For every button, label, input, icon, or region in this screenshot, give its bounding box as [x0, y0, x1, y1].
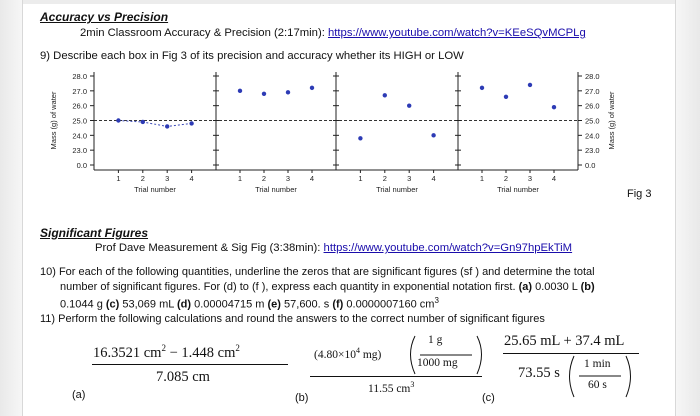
x-axis-title: Trial number [376, 185, 418, 194]
calc-b-den-value: 11.55 cm [368, 382, 411, 395]
calc-b-lead [314, 346, 381, 361]
y-tick-label-right: 26.0 [585, 101, 600, 111]
question-10 [40, 265, 670, 327]
sigfig-video-line [95, 242, 572, 254]
calc-b-right-paren [477, 336, 482, 374]
fig3-caption: Fig 3 [627, 188, 652, 200]
q10-e-label: (e) [267, 298, 281, 311]
accuracy-video-link[interactable]: https://www.youtube.com/watch?v=KEeSQvMCPLg [328, 27, 586, 39]
x-tick-label: 1 [116, 174, 121, 183]
calc-b-paren-frac [406, 334, 486, 378]
data-point [262, 92, 266, 96]
x-tick-label: 4 [431, 174, 436, 183]
x-axis-title: Trial number [134, 185, 176, 194]
question-9: 9) Describe each box in Fig 3 of its precision and accuracy whether its HIGH or LOW [40, 50, 464, 62]
calc-a-num-term1: 16.3521 cm [93, 344, 162, 361]
x-tick-label: 3 [407, 174, 412, 183]
q10-b-value: 0.1044 g [60, 298, 106, 311]
q10-line-1: 10) For each of the following quantities, underline the zeros that are significant figures (sf ) and determine the total [40, 266, 595, 278]
q10-line-3 [40, 294, 670, 312]
calc-a-label: (a) [72, 389, 86, 401]
x-tick-label: 1 [237, 174, 243, 183]
sigfig-video-label: Prof Dave Measurement & Sig Fig (3:38min): [95, 242, 324, 254]
x-tick-label: 2 [261, 174, 267, 183]
q10-instruction: number of significant figures. For (d) to (f ), express each quantity in exponential notation first. [60, 280, 516, 293]
data-point [383, 93, 387, 97]
page-right-margin [675, 0, 700, 416]
accuracy-video-label: 2min Classroom Accuracy & Precision (2:17min): [80, 27, 328, 39]
x-axis-title: Trial number [255, 185, 297, 194]
calc-a-num-exp1: 2 [161, 343, 166, 353]
sigfig-video-link[interactable]: https://www.youtube.com/watch?v=Gn97hpEkTiM [323, 242, 573, 254]
y-tick-label-right: 0.0 [585, 161, 596, 170]
q10-a-value: 0.0030 L [532, 280, 581, 293]
x-tick-label: 4 [551, 174, 557, 183]
calc-a-numerator [93, 343, 240, 362]
q10-d-value: 0.00004715 m [191, 298, 268, 311]
calc-a-num-exp2: 2 [235, 343, 240, 353]
data-point [141, 120, 145, 124]
calc-b-den-exp: 3 [410, 380, 415, 389]
calc-c-den-lead: 73.55 s [518, 365, 560, 381]
q10-f-label: (f) [332, 298, 344, 311]
calc-a-denominator: 7.085 cm [156, 369, 210, 385]
data-point [407, 103, 411, 107]
y-axis-title-left: Mass (g) of water [49, 91, 58, 150]
y-tick-label-right: 28.0 [585, 72, 600, 81]
x-tick-label: 2 [382, 174, 387, 183]
data-point [431, 133, 435, 137]
series-line [118, 121, 191, 127]
data-point [116, 118, 120, 122]
x-axis-title: Trial number [497, 185, 539, 194]
y-tick-label-left: 0.0 [76, 161, 87, 170]
y-tick-label-right: 27.0 [585, 86, 600, 96]
calc-c-frac-den: 60 s [588, 379, 607, 391]
section-title-sigfig: Significant Figures [40, 226, 149, 240]
q10-d-label: (d) [177, 298, 192, 311]
calc-b-label: (b) [295, 392, 309, 404]
q10-b-label: (b) [580, 280, 595, 293]
x-tick-label: 1 [479, 174, 485, 183]
fig3-chart [0, 64, 700, 204]
calc-b-frac-num: 1 g [428, 334, 443, 346]
data-point [310, 86, 314, 90]
calc-a-fraction-bar [92, 364, 288, 365]
section-title-accuracy: Accuracy vs Precision [40, 10, 169, 24]
data-point [552, 105, 556, 109]
q10-a-label: (a) [518, 280, 533, 293]
calc-a-num-term2: − 1.448 cm [165, 344, 236, 361]
data-point [286, 90, 290, 94]
q10-f-value: 0.0000007160 cm [343, 298, 435, 311]
calc-c-right-paren [626, 356, 631, 397]
x-tick-label: 2 [140, 174, 145, 183]
y-axis-title-right: Mass (g) of water [607, 91, 616, 150]
x-tick-label: 4 [189, 174, 194, 183]
q10-c-value: 53,069 mL [119, 298, 178, 311]
calc-c-left-paren [570, 356, 575, 397]
accuracy-video-line [80, 27, 586, 39]
calc-b-left-paren [411, 336, 416, 374]
q10-line-2 [40, 280, 670, 295]
data-point [528, 83, 532, 87]
data-point [480, 86, 484, 90]
question-11: 11) Perform the following calculations and round the answers to the correct number of significant figures [40, 313, 545, 326]
calc-b-lead-value: (4.80×10 [314, 348, 356, 361]
y-tick-label-left: 23.0 [72, 146, 87, 156]
calc-c-frac-num: 1 min [584, 358, 611, 370]
x-tick-label: 3 [527, 174, 533, 183]
x-tick-label: 3 [285, 174, 291, 183]
data-point [358, 136, 362, 140]
calc-c-numerator: 25.65 mL + 37.4 mL [504, 333, 625, 349]
data-point [165, 124, 169, 128]
calc-b-lead-unit: mg) [359, 348, 382, 361]
y-tick-label-left: 25.0 [72, 116, 87, 126]
y-tick-label-left: 26.0 [72, 101, 87, 111]
window-top-edge [0, 0, 700, 4]
x-tick-label: 1 [358, 174, 363, 183]
y-tick-label-right: 23.0 [585, 146, 600, 156]
q10-c-label: (c) [105, 298, 120, 311]
q10-e-value: 57,600. s [280, 298, 333, 311]
data-point [238, 89, 242, 93]
calc-c-label: (c) [482, 392, 495, 404]
data-point [189, 121, 193, 125]
calc-b-fraction-bar [310, 376, 482, 377]
x-tick-label: 3 [165, 174, 170, 183]
page-left-margin [0, 0, 23, 416]
y-tick-label-left: 27.0 [72, 86, 87, 96]
y-tick-label-right: 25.0 [585, 116, 600, 126]
y-tick-label-left: 28.0 [72, 72, 87, 81]
q10-f-exponent: 3 [434, 296, 439, 306]
y-tick-label-left: 24.0 [72, 131, 87, 141]
x-tick-label: 2 [503, 174, 509, 183]
calc-b-denominator [368, 380, 414, 395]
calc-b-frac-den: 1000 mg [417, 357, 458, 369]
y-tick-label-right: 24.0 [585, 131, 600, 141]
calc-b-lead-exp: 4 [355, 346, 360, 355]
data-point [504, 95, 508, 99]
x-tick-label: 4 [309, 174, 315, 183]
